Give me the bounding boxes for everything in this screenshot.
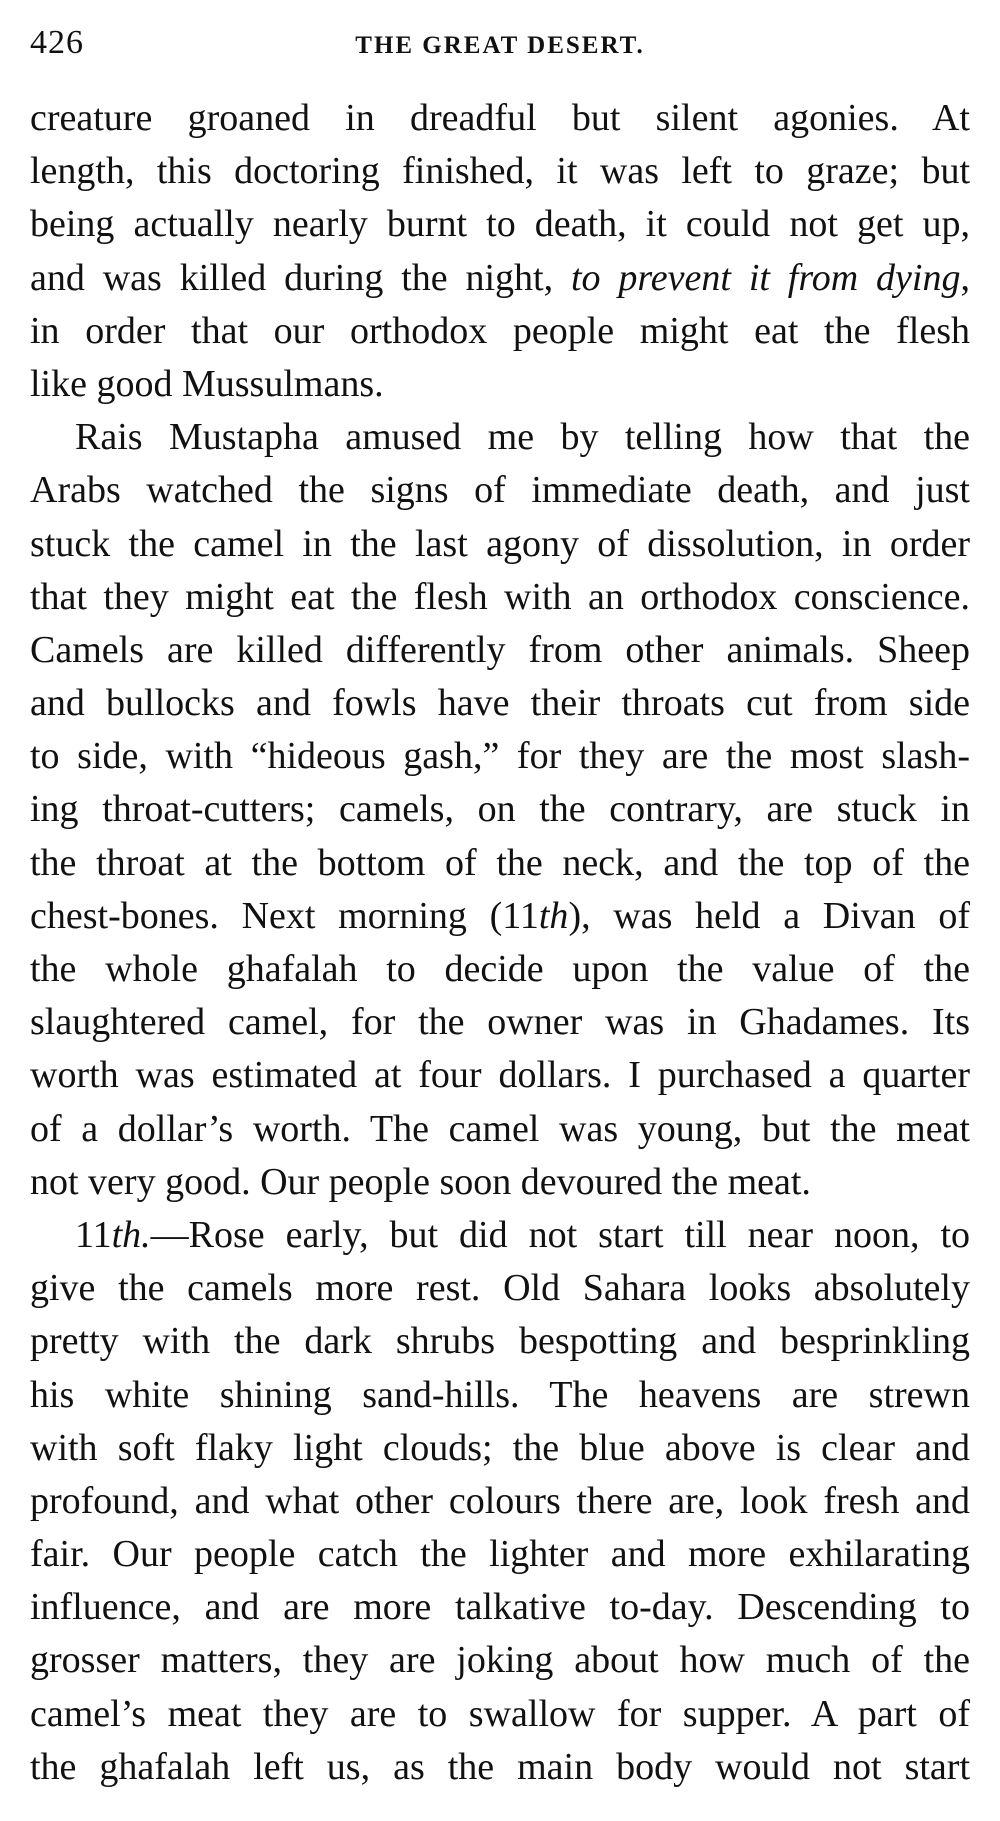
- line-segment: ,: [960, 256, 970, 299]
- paragraph-last-line: not very good. Our people soon devoured the meat.: [30, 1160, 811, 1203]
- body-text: [30, 92, 970, 1794]
- text-line: stuck the camel in the last agony of dissolution, in order: [30, 522, 970, 565]
- line-segment: —Rose early, but did not start till near noon, to: [150, 1213, 970, 1256]
- line-segment: chest-bones. Next morning (11: [30, 894, 539, 937]
- text-line: the throat at the bottom of the neck, and the top of the: [30, 841, 970, 884]
- text-line: that they might eat the flesh with an orthodox conscience.: [30, 575, 970, 618]
- text-line: profound, and what other colours there are, look fresh and: [30, 1479, 970, 1522]
- line-segment: ), was held a Divan of: [568, 894, 970, 937]
- text-line: with soft flaky light clouds; the blue above is clear and: [30, 1426, 970, 1469]
- book-page: [30, 18, 970, 1808]
- text-line: of a dollar’s worth. The camel was young, but the meat: [30, 1107, 970, 1150]
- italic-phrase: th.: [111, 1213, 151, 1256]
- text-line: in order that our orthodox people might eat the flesh: [30, 309, 970, 352]
- page-number: 426: [30, 24, 84, 61]
- text-line: Arabs watched the signs of immediate death, and just: [30, 469, 970, 512]
- text-line: creature groaned in dreadful but silent agonies. At: [30, 97, 970, 139]
- text-line: length, this doctoring finished, it was left to graze; but: [30, 150, 970, 193]
- text-line: slaughtered camel, for the owner was in Ghadames. Its: [30, 1001, 970, 1044]
- text-line: fair. Our people catch the lighter and more exhilarating: [30, 1533, 970, 1576]
- text-line: ing throat-cutters; camels, on the contrary, are stuck in: [30, 788, 970, 831]
- text-line: pretty with the dark shrubs bespotting and besprinkling: [30, 1320, 970, 1363]
- paragraph-first-line: [30, 1209, 970, 1262]
- text-line: grosser matters, they are joking about how much of the: [30, 1639, 970, 1682]
- text-line: and bullocks and fowls have their throats cut from side: [30, 682, 970, 725]
- line-segment: 11: [75, 1213, 112, 1256]
- paragraph-first-line: Rais Mustapha amused me by telling how that the: [75, 416, 970, 459]
- text-line: [30, 252, 970, 305]
- text-line: the whole ghafalah to decide upon the value of the: [30, 948, 970, 990]
- text-line: [30, 890, 970, 943]
- italic-phrase: to prevent it from dying: [570, 256, 961, 299]
- text-line: influence, and are more talkative to-day. Descending to: [30, 1586, 970, 1629]
- page-header: [30, 18, 970, 78]
- text-line: being actually nearly burnt to death, it could not get up,: [30, 203, 970, 246]
- text-line: camel’s meat they are to swallow for supper. A part of: [30, 1692, 970, 1735]
- text-line: worth was estimated at four dollars. I purchased a quarter: [30, 1054, 970, 1097]
- paragraph-last-line: like good Mussulmans.: [30, 362, 384, 405]
- running-head: THE GREAT DESERT.: [355, 32, 645, 59]
- line-segment: and was killed during the night,: [30, 256, 571, 299]
- text-line: his white shining sand-hills. The heavens are strewn: [30, 1373, 970, 1416]
- text-line: the ghafalah left us, as the main body would not start: [30, 1745, 970, 1788]
- text-line: Camels are killed differently from other animals. Sheep: [30, 628, 970, 671]
- text-line: to side, with “hideous gash,” for they are the most slash-: [30, 735, 970, 778]
- text-line: give the camels more rest. Old Sahara looks absolutely: [30, 1267, 970, 1310]
- italic-phrase: th: [538, 894, 569, 937]
